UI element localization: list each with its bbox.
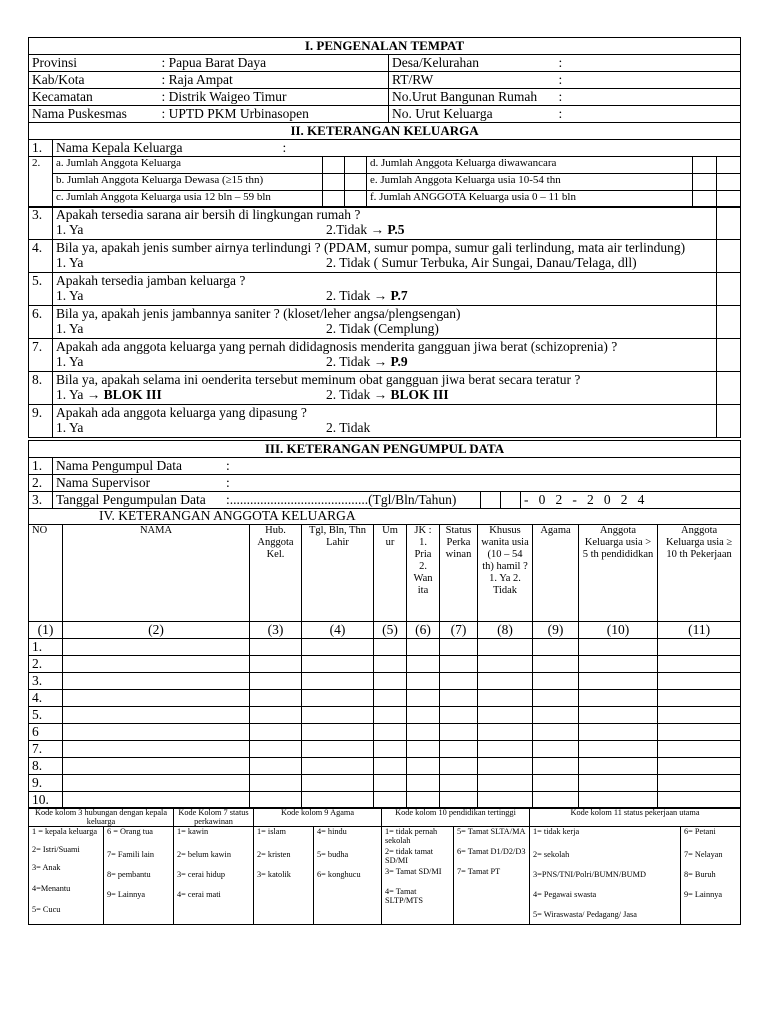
member-cell[interactable] <box>302 757 374 774</box>
member-cell[interactable] <box>579 689 658 706</box>
member-cell[interactable] <box>440 689 478 706</box>
member-cell[interactable] <box>250 740 302 757</box>
member-cell[interactable] <box>579 723 658 740</box>
member-cell[interactable] <box>533 655 579 672</box>
member-cell[interactable] <box>579 638 658 655</box>
q5-answer-box[interactable] <box>717 273 741 306</box>
q7-answer-box[interactable] <box>717 339 741 372</box>
member-cell[interactable] <box>658 638 741 655</box>
q2e-box1[interactable] <box>693 174 717 191</box>
col-header-pekerjaan: Anggota Keluarga usia ≥ 10 th Pekerjaan <box>658 524 741 621</box>
q6-answer-box[interactable] <box>717 306 741 339</box>
q2a-box2[interactable] <box>345 157 367 174</box>
value-provinsi[interactable]: : Papua Barat Daya <box>159 55 389 72</box>
q3-answer-box[interactable] <box>717 207 741 240</box>
tanggal-date[interactable]: - 0 2 - 2 0 2 4 <box>521 492 741 509</box>
code-header-kolom11: Kode kolom 11 status pekerjaan utama <box>530 808 741 827</box>
table-row <box>29 689 741 706</box>
col-num-9: (9) <box>533 621 579 638</box>
member-cell[interactable] <box>579 706 658 723</box>
member-cell[interactable] <box>579 655 658 672</box>
row-number: 2. <box>29 655 63 672</box>
member-cell[interactable] <box>533 706 579 723</box>
member-cell[interactable] <box>407 706 440 723</box>
member-cell[interactable] <box>533 740 579 757</box>
q8-option-tidak[interactable]: 2. Tidak → BLOK III <box>326 387 449 402</box>
member-cell[interactable] <box>302 723 374 740</box>
label-no-urut-keluarga: No. Urut Keluarga <box>389 106 559 123</box>
member-cell[interactable] <box>407 672 440 689</box>
member-cell[interactable] <box>374 672 407 689</box>
q7-number: 7. <box>29 339 53 372</box>
member-cell[interactable] <box>579 774 658 791</box>
q8-answer-box[interactable] <box>717 372 741 405</box>
codes-k10b: 5= Tamat SLTA/MA 6= Tamat D1/D2/D3 7= Tamat PT <box>454 827 530 925</box>
q1-number: 1. <box>29 140 53 157</box>
col-num-4: (4) <box>302 621 374 638</box>
member-cell[interactable] <box>302 740 374 757</box>
member-cell[interactable] <box>478 791 533 808</box>
pengumpul-label: Nama Pengumpul Data <box>56 458 182 473</box>
q6-question <box>53 306 717 339</box>
table-row <box>29 791 741 808</box>
value-no-urut-bangunan[interactable]: : <box>559 89 741 106</box>
q4-text: Bila ya, apakah jenis sumber airnya terlindungi ? (PDAM, sumur pompa, sumur gali terlindung, mata air terlindung) <box>56 240 686 255</box>
col-num-5: (5) <box>374 621 407 638</box>
col-header-hamil: Khusus wanita usia (10 – 54 th) hamil ? 1. Ya 2. Tidak <box>478 524 533 621</box>
member-cell[interactable] <box>250 774 302 791</box>
member-cell[interactable] <box>478 689 533 706</box>
section-anggota-keluarga <box>28 508 741 809</box>
member-cell[interactable] <box>658 791 741 808</box>
col-header-no: NO <box>29 524 63 621</box>
q2a-box1[interactable] <box>323 157 345 174</box>
value-kecamatan[interactable]: : Distrik Waigeo Timur <box>159 89 389 106</box>
q8-option-ya[interactable]: 1. Ya → BLOK III <box>56 387 162 402</box>
value-rtrw[interactable]: : <box>559 72 741 89</box>
member-cell[interactable] <box>374 791 407 808</box>
member-cell[interactable] <box>478 638 533 655</box>
q2b-box1[interactable] <box>323 174 345 191</box>
member-cell[interactable] <box>250 689 302 706</box>
code-header-kolom3: Kode kolom 3 hubungan dengan kepala keluarga <box>29 808 174 827</box>
member-cell[interactable] <box>579 672 658 689</box>
member-cell[interactable] <box>579 791 658 808</box>
q3-text: Apakah tersedia sarana air bersih di lingkungan rumah ? <box>56 207 361 222</box>
s3-row3-number: 3. <box>29 492 53 509</box>
member-cell[interactable] <box>478 774 533 791</box>
q1-colon: : <box>282 140 287 155</box>
col-num-3: (3) <box>250 621 302 638</box>
code-header-kolom9: Kode kolom 9 Agama <box>254 808 382 827</box>
member-cell[interactable] <box>658 706 741 723</box>
code-header-kolom7: Kode Kolom 7 status perkawinan <box>174 808 254 827</box>
q2f-label: f. Jumlah ANGGOTA Keluarga usia 0 – 11 bln <box>367 191 693 208</box>
q4-option-ya[interactable]: 1. Ya <box>56 255 84 270</box>
codes-k7: 1= kawin 2= belum kawin 3= cerai hidup 4= cerai mati <box>174 827 254 925</box>
member-cell[interactable] <box>63 655 250 672</box>
member-cell[interactable] <box>63 740 250 757</box>
member-cell[interactable] <box>440 638 478 655</box>
member-cell[interactable] <box>533 791 579 808</box>
label-provinsi: Provinsi <box>29 55 159 72</box>
member-cell[interactable] <box>658 689 741 706</box>
member-cell[interactable] <box>440 723 478 740</box>
col-num-8: (8) <box>478 621 533 638</box>
q6-number: 6. <box>29 306 53 339</box>
col-num-11: (11) <box>658 621 741 638</box>
col-num-10: (10) <box>579 621 658 638</box>
pengumpul-field[interactable]: Nama Pengumpul Data : <box>53 458 741 475</box>
table-row <box>29 706 741 723</box>
table-row <box>29 638 741 655</box>
member-cell[interactable] <box>440 672 478 689</box>
member-cell[interactable] <box>374 740 407 757</box>
member-cell[interactable] <box>250 706 302 723</box>
tanggal-label: Tanggal Pengumpulan Data <box>56 492 206 507</box>
member-cell[interactable] <box>63 638 250 655</box>
member-cell[interactable] <box>533 723 579 740</box>
member-cell[interactable] <box>374 689 407 706</box>
row-number: 3. <box>29 672 63 689</box>
col-num-6: (6) <box>407 621 440 638</box>
col-header-jk: JK : 1. Pria 2. Wan ita <box>407 524 440 621</box>
col-num-7: (7) <box>440 621 478 638</box>
q3-option-ya[interactable]: 1. Ya <box>56 222 84 237</box>
q9-option-ya[interactable]: 1. Ya <box>56 420 84 435</box>
member-cell[interactable] <box>374 638 407 655</box>
table-row <box>29 774 741 791</box>
tanggal-box2[interactable] <box>501 492 521 509</box>
row-number: 1. <box>29 638 63 655</box>
q4-answer-box[interactable] <box>717 240 741 273</box>
row-number: 8. <box>29 757 63 774</box>
member-cell[interactable] <box>63 791 250 808</box>
codes-k10a: 1= tidak pernah sekolah 2= tidak tamat SD/MI 3= Tamat SD/MI 4= Tamat SLTP/MTS <box>382 827 454 925</box>
q8-question <box>53 372 717 405</box>
q8-text: Bila ya, apakah selama ini oenderita tersebut meminum obat gangguan jiwa berat secara teratur ? <box>56 372 581 387</box>
member-cell[interactable] <box>302 706 374 723</box>
member-cell[interactable] <box>63 689 250 706</box>
q5-option-tidak[interactable]: 2. Tidak → P.7 <box>326 288 408 303</box>
row-number: 10. <box>29 791 63 808</box>
member-cell[interactable] <box>250 723 302 740</box>
s3-row2-number: 2. <box>29 475 53 492</box>
member-cell[interactable] <box>478 655 533 672</box>
member-cell[interactable] <box>374 757 407 774</box>
s3-row1-number: 1. <box>29 458 53 475</box>
member-cell[interactable] <box>407 791 440 808</box>
member-cell[interactable] <box>658 723 741 740</box>
supervisor-field[interactable]: Nama Supervisor : <box>53 475 741 492</box>
member-rows <box>29 638 741 808</box>
member-cell[interactable] <box>407 689 440 706</box>
label-puskesmas: Nama Puskesmas <box>29 106 159 123</box>
member-cell[interactable] <box>407 638 440 655</box>
q6-option-tidak[interactable]: 2. Tidak (Cemplung) <box>326 321 439 336</box>
label-rtrw: RT/RW <box>389 72 559 89</box>
section-1-title: I. PENGENALAN TEMPAT <box>29 38 741 55</box>
value-desa[interactable]: : <box>559 55 741 72</box>
member-cell[interactable] <box>533 672 579 689</box>
member-cell[interactable] <box>478 757 533 774</box>
member-cell[interactable] <box>407 774 440 791</box>
q5-option-ya[interactable]: 1. Ya <box>56 288 84 303</box>
member-cell[interactable] <box>440 757 478 774</box>
section-2-title: II. KETERANGAN KELUARGA <box>29 123 741 140</box>
q2c-box2[interactable] <box>345 191 367 208</box>
codes-k9b: 4= hindu 5= budha 6= konghucu <box>314 827 382 925</box>
member-cell[interactable] <box>63 672 250 689</box>
member-cell[interactable] <box>63 774 250 791</box>
section-4-title: IV. KETERANGAN ANGGOTA KELUARGA <box>29 508 741 524</box>
member-cell[interactable] <box>478 740 533 757</box>
table-row <box>29 723 741 740</box>
member-cell[interactable] <box>250 655 302 672</box>
q2b-label: b. Jumlah Anggota Keluarga Dewasa (≥15 thn) <box>53 174 323 191</box>
member-cell[interactable] <box>302 655 374 672</box>
q4-question <box>53 240 717 273</box>
q3-question <box>53 207 717 240</box>
q1-field[interactable] <box>53 140 741 157</box>
col-header-hub: Hub. Anggota Kel. <box>250 524 302 621</box>
tanggal-box1[interactable] <box>481 492 501 509</box>
label-kecamatan: Kecamatan <box>29 89 159 106</box>
row-number: 9. <box>29 774 63 791</box>
member-cell[interactable] <box>63 757 250 774</box>
member-cell[interactable] <box>250 672 302 689</box>
member-cell[interactable] <box>63 706 250 723</box>
member-cell[interactable] <box>478 706 533 723</box>
member-cell[interactable] <box>250 757 302 774</box>
q2d-label: d. Jumlah Anggota Keluarga diwawancara <box>367 157 693 174</box>
q7-option-ya[interactable]: 1. Ya <box>56 354 84 369</box>
member-cell[interactable] <box>250 791 302 808</box>
tanggal-field[interactable]: Tanggal Pengumpulan Data :.........................................(Tgl/Bln/Tahun) <box>53 492 481 509</box>
q2f-box2[interactable] <box>717 191 741 208</box>
col-header-tgl-lahir: Tgl, Bln, Thn Lahir <box>302 524 374 621</box>
member-cell[interactable] <box>250 638 302 655</box>
codes-k3b: 6 = Orang tua 7= Famili lain 8= pembantu 9= Lainnya <box>104 827 174 925</box>
member-cell[interactable] <box>440 655 478 672</box>
q2d-box2[interactable] <box>717 157 741 174</box>
table-row <box>29 655 741 672</box>
q8-number: 8. <box>29 372 53 405</box>
q3-option-tidak[interactable]: 2.Tidak → P.5 <box>326 222 405 237</box>
col-num-1: (1) <box>29 621 63 638</box>
section-3-title: III. KETERANGAN PENGUMPUL DATA <box>29 441 741 458</box>
supervisor-label: Nama Supervisor <box>56 475 151 490</box>
value-no-urut-keluarga[interactable]: : <box>559 106 741 123</box>
member-cell[interactable] <box>302 672 374 689</box>
member-cell[interactable] <box>440 791 478 808</box>
value-puskesmas[interactable]: : UPTD PKM Urbinasopen <box>159 106 389 123</box>
section-pengenalan-tempat <box>28 37 741 123</box>
q2c-label: c. Jumlah Anggota Keluarga usia 12 bln – 59 bln <box>53 191 323 208</box>
q2d-box1[interactable] <box>693 157 717 174</box>
q2b-box2[interactable] <box>345 174 367 191</box>
member-cell[interactable] <box>302 638 374 655</box>
member-cell[interactable] <box>440 740 478 757</box>
member-cell[interactable] <box>440 774 478 791</box>
member-cell[interactable] <box>374 706 407 723</box>
q2e-box2[interactable] <box>717 174 741 191</box>
member-cell[interactable] <box>407 757 440 774</box>
member-cell[interactable] <box>302 689 374 706</box>
q2c-box1[interactable] <box>323 191 345 208</box>
member-cell[interactable] <box>374 655 407 672</box>
code-legend <box>28 807 741 925</box>
row-number: 7. <box>29 740 63 757</box>
member-cell[interactable] <box>658 672 741 689</box>
member-cell[interactable] <box>533 774 579 791</box>
q5-number: 5. <box>29 273 53 306</box>
member-cell[interactable] <box>579 757 658 774</box>
member-cell[interactable] <box>579 740 658 757</box>
q6-text: Bila ya, apakah jenis jambannya saniter ? (kloset/leher angsa/plengsengan) <box>56 306 461 321</box>
q4-option-tidak[interactable]: 2. Tidak ( Sumur Terbuka, Air Sungai, Danau/Telaga, dll) <box>326 255 637 270</box>
table-row <box>29 740 741 757</box>
codes-k9a: 1= islam 2= kristen 3= katolik <box>254 827 314 925</box>
q7-option-tidak[interactable]: 2. Tidak → P.9 <box>326 354 408 369</box>
col-header-agama: Agama <box>533 524 579 621</box>
member-cell[interactable] <box>407 740 440 757</box>
member-cell[interactable] <box>478 723 533 740</box>
q9-answer-box[interactable] <box>717 405 741 438</box>
q2-number: 2. <box>29 157 53 208</box>
col-header-umur: Um ur <box>374 524 407 621</box>
col-header-nama: NAMA <box>63 524 250 621</box>
q6-option-ya[interactable]: 1. Ya <box>56 321 84 336</box>
table-row <box>29 672 741 689</box>
q5-text: Apakah tersedia jamban keluarga ? <box>56 273 246 288</box>
q7-question <box>53 339 717 372</box>
q3-number: 3. <box>29 207 53 240</box>
member-cell[interactable] <box>533 689 579 706</box>
member-cell[interactable] <box>658 740 741 757</box>
member-cell[interactable] <box>533 757 579 774</box>
label-no-urut-bangunan: No.Urut Bangunan Rumah <box>389 89 559 106</box>
q2f-box1[interactable] <box>693 191 717 208</box>
member-cell[interactable] <box>658 655 741 672</box>
col-header-status: Status Perka winan <box>440 524 478 621</box>
col-num-2: (2) <box>63 621 250 638</box>
q9-option-tidak[interactable]: 2. Tidak <box>326 420 371 435</box>
section-pengumpul-data <box>28 440 741 509</box>
member-cell[interactable] <box>374 774 407 791</box>
q5-question <box>53 273 717 306</box>
q2e-label: e. Jumlah Anggota Keluarga usia 10-54 thn <box>367 174 693 191</box>
member-cell[interactable] <box>440 706 478 723</box>
section-keterangan-keluarga <box>28 122 741 208</box>
code-header-kolom10: Kode kolom 10 pendidikan tertinggi <box>382 808 530 827</box>
table-row <box>29 757 741 774</box>
codes-k3a: 1 = kepala keluarga 2= Istri/Suami 3= Anak 4=Menantu 5= Cucu <box>29 827 104 925</box>
row-number: 5. <box>29 706 63 723</box>
row-number: 4. <box>29 689 63 706</box>
member-cell[interactable] <box>407 655 440 672</box>
col-header-pendidikan: Anggota Keluarga usia > 5 th pendididkan <box>579 524 658 621</box>
questions-3-9 <box>28 206 741 438</box>
member-cell[interactable] <box>63 723 250 740</box>
member-cell[interactable] <box>302 774 374 791</box>
codes-k11b: 6= Petani 7= Nelayan 8= Buruh 9= Lainnya <box>681 827 741 925</box>
label-desa: Desa/Kelurahan <box>389 55 559 72</box>
member-cell[interactable] <box>302 791 374 808</box>
q9-text: Apakah ada anggota keluarga yang dipasung ? <box>56 405 307 420</box>
member-cell[interactable] <box>658 774 741 791</box>
member-cell[interactable] <box>658 757 741 774</box>
label-kabkota: Kab/Kota <box>29 72 159 89</box>
q9-number: 9. <box>29 405 53 438</box>
codes-k11a: 1= tidak kerja 2= sekolah 3=PNS/TNI/Polri/BUMN/BUMD 4= Pegawai swasta 5= Wiraswasta/ Pedagang/ Jasa <box>530 827 681 925</box>
q7-text: Apakah ada anggota keluarga yang pernah dididagnosis menderita gangguan jiwa berat (schizoprenia) ? <box>56 339 618 354</box>
member-cell[interactable] <box>374 723 407 740</box>
q9-question <box>53 405 717 438</box>
q2a-label: a. Jumlah Anggota Keluarga <box>53 157 323 174</box>
q1-label: Nama Kepala Keluarga <box>56 140 183 155</box>
value-kabkota[interactable]: : Raja Ampat <box>159 72 389 89</box>
member-cell[interactable] <box>407 723 440 740</box>
member-cell[interactable] <box>533 638 579 655</box>
row-number: 6 <box>29 723 63 740</box>
q4-number: 4. <box>29 240 53 273</box>
member-cell[interactable] <box>478 672 533 689</box>
